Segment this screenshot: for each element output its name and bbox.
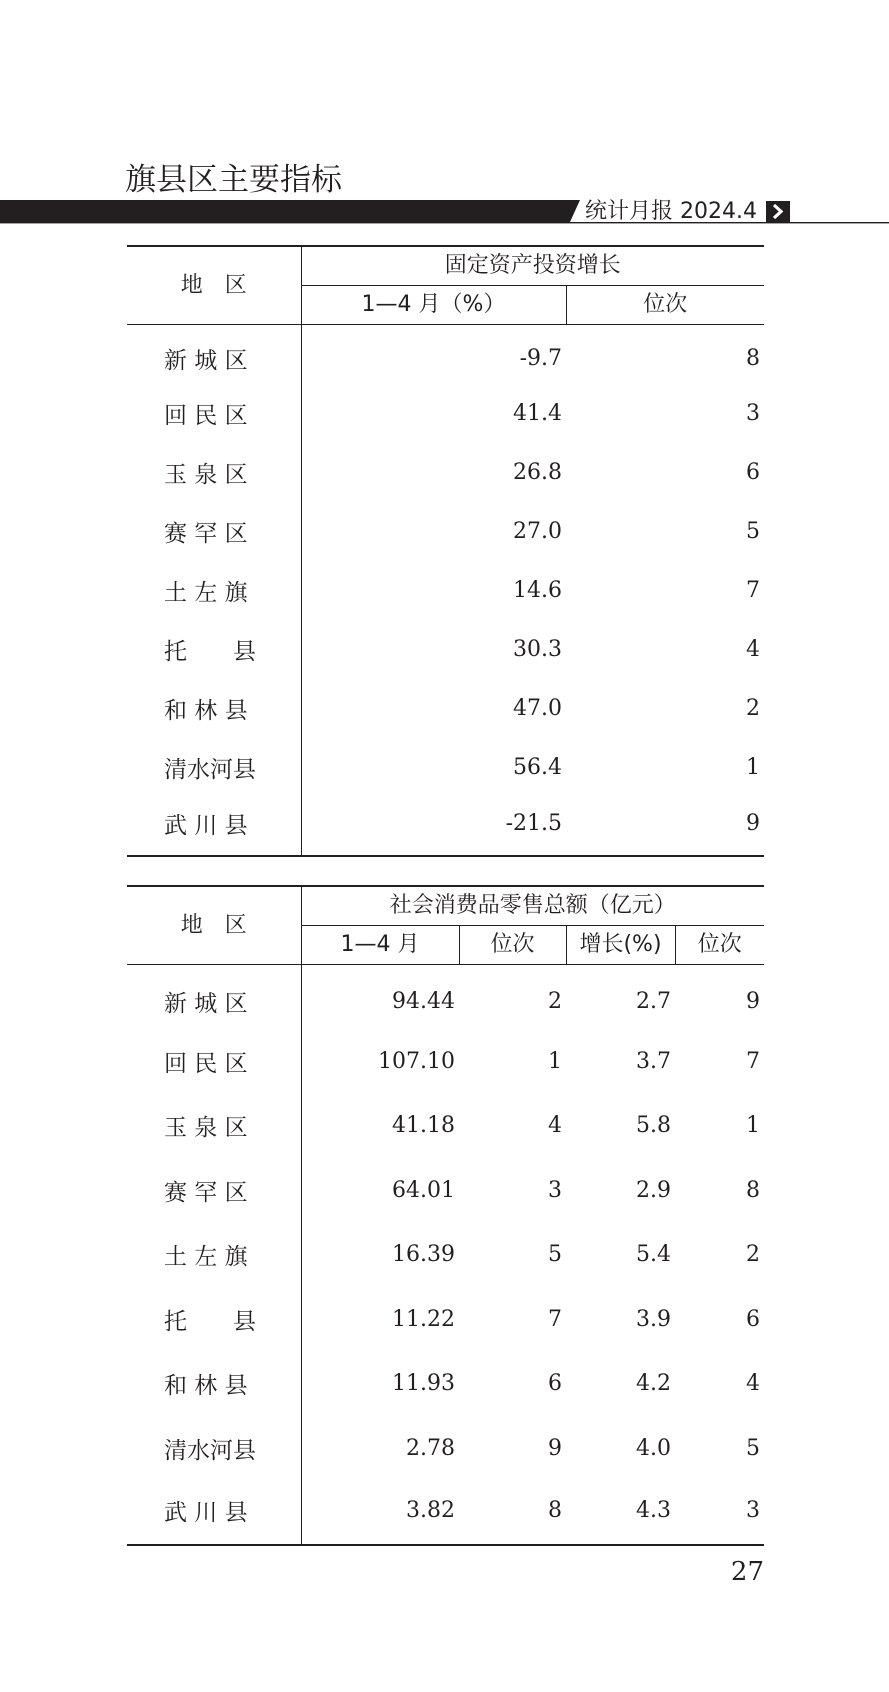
amount-cell: 2.78: [406, 1435, 455, 1461]
growth-cell: 41.4: [513, 400, 562, 426]
region-cell: 赛 罕 区: [127, 1158, 301, 1223]
table-row: [127, 443, 764, 502]
table-row: [127, 502, 764, 561]
rank-cell: 6: [746, 459, 761, 485]
amount-cell: 107.10: [378, 1048, 455, 1074]
amount-rank-cell: 7: [548, 1306, 562, 1332]
amount-rank-cell: 2: [548, 988, 562, 1014]
rank-cell: 7: [746, 577, 761, 603]
amount-rank-cell: 1: [548, 1048, 562, 1074]
growth-cell: -21.5: [301, 797, 566, 856]
retail-sales-table: [127, 885, 764, 1546]
amount-cell: 64.01: [392, 1177, 455, 1203]
amount-cell: 11.93: [392, 1371, 455, 1397]
table-row: [127, 325, 764, 384]
region-cell: 清水河县: [127, 738, 301, 797]
table-row: [127, 1223, 764, 1288]
region-cell: 新 城 区: [127, 325, 301, 384]
amount-cell: 41.18: [392, 1113, 455, 1139]
region-cell: 托 县: [127, 1287, 301, 1352]
table-row: [127, 965, 764, 1030]
growth-cell: 47.0: [513, 695, 562, 721]
growth-rank-cell: 6: [746, 1306, 761, 1332]
region-cell: 玉 泉 区: [127, 1094, 301, 1159]
growth-cell: 4.0: [636, 1435, 671, 1461]
growth-cell: 3.9: [636, 1306, 671, 1332]
amount-cell: 11.22: [392, 1306, 455, 1332]
chevron-right-icon: [766, 201, 790, 222]
table-row: [127, 1094, 764, 1159]
growth-cell: 2.9: [636, 1177, 671, 1203]
region-cell: 托 县: [127, 620, 301, 679]
growth-cell: 2.7: [636, 988, 671, 1014]
region-cell: 和 林 县: [127, 679, 301, 738]
region-header: 地 区: [127, 886, 301, 965]
column-header: 增长(%): [566, 926, 675, 965]
growth-cell: -9.7: [519, 345, 562, 371]
table-row: [127, 679, 764, 738]
growth-cell: 5.8: [636, 1113, 671, 1139]
growth-cell: 4.3: [566, 1481, 675, 1546]
region-cell: 武 川 县: [127, 797, 301, 856]
growth-cell: 3.7: [636, 1048, 671, 1074]
growth-cell: 14.6: [513, 577, 562, 603]
rank-cell: 4: [746, 636, 761, 662]
growth-cell: 56.4: [513, 754, 562, 780]
region-cell: 清水河县: [127, 1416, 301, 1481]
growth-rank-cell: 5: [746, 1435, 761, 1461]
growth-rank-cell: 4: [746, 1371, 761, 1397]
table-row: [127, 1481, 764, 1546]
column-header: 1—4 月: [301, 926, 459, 965]
table-row: [127, 1158, 764, 1223]
table-row: [127, 1029, 764, 1094]
amount-rank-cell: 6: [548, 1371, 562, 1397]
rank-cell: 2: [746, 695, 761, 721]
region-cell: 新 城 区: [127, 965, 301, 1030]
table-row: [127, 384, 764, 443]
region-header: 地 区: [127, 246, 301, 325]
retail-table-body: [127, 965, 764, 1546]
table-row: [127, 561, 764, 620]
table-row: [127, 738, 764, 797]
amount-rank-cell: 5: [548, 1242, 562, 1268]
table-row: [127, 620, 764, 679]
amount-rank-cell: 9: [548, 1435, 562, 1461]
column-header: 位次: [459, 926, 566, 965]
table-row: [127, 797, 764, 856]
region-cell: 玉 泉 区: [127, 443, 301, 502]
amount-rank-cell: 4: [548, 1113, 562, 1139]
region-cell: 和 林 县: [127, 1352, 301, 1417]
fixed-asset-table-body: [127, 325, 764, 856]
column-header: 1—4 月（%）: [301, 286, 566, 325]
table-row: [127, 1352, 764, 1417]
region-cell: 回 民 区: [127, 384, 301, 443]
growth-cell: 4.2: [636, 1371, 671, 1397]
growth-rank-cell: 8: [746, 1177, 761, 1203]
amount-rank-cell: 3: [548, 1177, 562, 1203]
growth-cell: 5.4: [636, 1242, 671, 1268]
growth-rank-cell: 9: [746, 988, 761, 1014]
region-cell: 土 左 旗: [127, 1223, 301, 1288]
fixed-asset-investment-table: [127, 245, 764, 857]
column-header: 位次: [566, 286, 764, 325]
region-cell: 武 川 县: [127, 1481, 301, 1546]
growth-rank-cell: 2: [746, 1242, 761, 1268]
amount-cell: 16.39: [392, 1242, 455, 1268]
growth-rank-cell: 1: [746, 1113, 761, 1139]
rank-cell: 1: [746, 754, 761, 780]
retail-group-header: 社会消费品零售总额（亿元）: [301, 886, 764, 926]
growth-rank-cell: 3: [675, 1481, 764, 1546]
rank-cell: 3: [746, 400, 761, 426]
rank-cell: 9: [566, 797, 764, 856]
amount-cell: 94.44: [392, 988, 455, 1014]
growth-cell: 27.0: [513, 518, 562, 544]
region-cell: 赛 罕 区: [127, 502, 301, 561]
page-title: 旗县区主要指标: [125, 162, 342, 198]
column-header: 位次: [675, 926, 764, 965]
amount-rank-cell: 8: [459, 1481, 566, 1546]
publication-label: 统计月报 2024.4: [585, 199, 757, 224]
amount-cell: 3.82: [301, 1481, 459, 1546]
region-cell: 土 左 旗: [127, 561, 301, 620]
table-row: [127, 1287, 764, 1352]
rank-cell: 8: [746, 345, 761, 371]
region-cell: 回 民 区: [127, 1029, 301, 1094]
fixed-asset-group-header: 固定资产投资增长: [301, 246, 764, 286]
page-number: 27: [730, 1557, 764, 1587]
growth-rank-cell: 7: [746, 1048, 761, 1074]
growth-cell: 26.8: [513, 459, 562, 485]
growth-cell: 30.3: [513, 636, 562, 662]
rank-cell: 5: [746, 518, 761, 544]
table-row: [127, 1416, 764, 1481]
